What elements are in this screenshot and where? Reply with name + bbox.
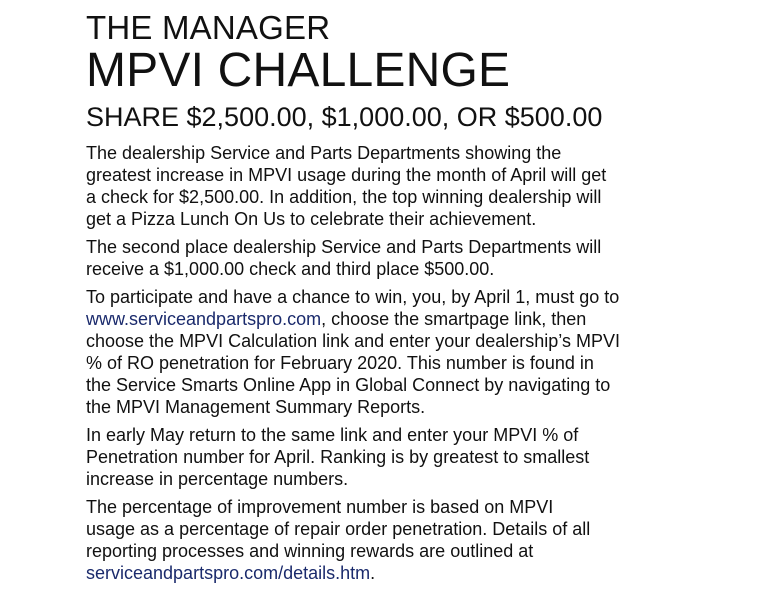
text-line: the MPVI Management Summary Reports. (86, 397, 426, 417)
text-line: In early May return to the same link and enter your MPVI % of (86, 425, 579, 445)
text-fragment: , choose the smartpage link, then (321, 309, 587, 329)
text-line: The second place dealership Service and Parts Departments will (86, 237, 602, 257)
text-line: the Service Smarts Online App in Global Connect by navigating to (86, 375, 611, 395)
text-line: The dealership Service and Parts Departments showing the (86, 143, 562, 163)
text-line: To participate and have a chance to win, you, by April 1, must go to (86, 287, 620, 307)
text-line: get a Pizza Lunch On Us to celebrate their achievement. (86, 209, 537, 229)
article (86, 10, 686, 590)
text-fragment: . (370, 563, 376, 583)
headline: MPVI CHALLENGE (86, 44, 511, 97)
paragraph-details (86, 496, 686, 584)
text-line: a check for $2,500.00. In addition, the top winning dealership will (86, 187, 602, 207)
text-line: receive a $1,000.00 check and third place $500.00. (86, 259, 495, 279)
text-line: choose the MPVI Calculation link and enter your dealership’s MPVI (86, 331, 620, 351)
details-link[interactable]: serviceandpartspro.com/details.htm (86, 563, 371, 583)
text-line: Penetration number for April. Ranking is by greatest to smallest (86, 447, 590, 467)
website-link[interactable]: www.serviceandpartspro.com (86, 309, 322, 329)
paragraph-second-third-place (86, 236, 686, 280)
paragraph-may-return (86, 424, 686, 490)
text-line: increase in percentage numbers. (86, 469, 349, 489)
text-line: The percentage of improvement number is based on MPVI (86, 497, 554, 517)
paragraph-grand-prize (86, 142, 686, 230)
text-line: usage as a percentage of repair order penetration. Details of all (86, 519, 591, 539)
text-line (86, 562, 686, 584)
kicker-title: THE MANAGER (86, 9, 331, 46)
text-line: greatest increase in MPVI usage during the month of April will get (86, 165, 607, 185)
text-line: % of RO penetration for February 2020. This number is found in (86, 353, 594, 373)
text-line: reporting processes and winning rewards are outlined at (86, 541, 534, 561)
paragraph-participation (86, 286, 686, 418)
subheadline: SHARE $2,500.00, $1,000.00, OR $500.00 (86, 102, 603, 132)
text-line (86, 308, 686, 330)
